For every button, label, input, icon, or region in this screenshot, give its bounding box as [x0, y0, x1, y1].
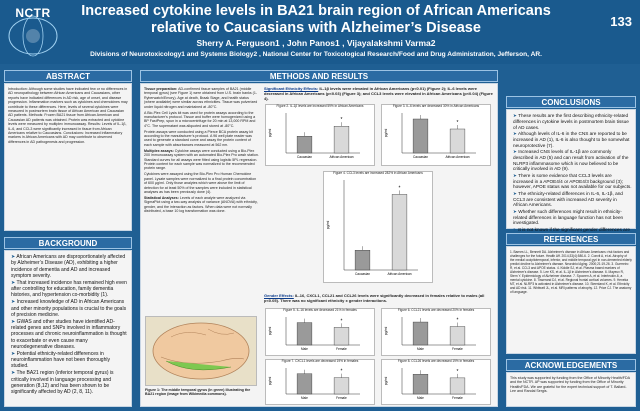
- ethnicity-results-text: Significant Ethnicity Effects: IL-1β levels were elevated in African Americans (p<0.01) (Figure 2); IL-6 levels were decreased in African Americans (p<0.03) (Figure 3); and CCL3 levels were elevated in African Americans (p<0.04) (Figure 4).: [264, 86, 493, 101]
- tick-label: African American: [387, 271, 412, 276]
- tick-label: Caucasian: [354, 271, 371, 276]
- figure-4-chart: [324, 176, 432, 280]
- gender-results-text: Gender Effects: IL-16, CXCL1, CCL21 and CCL26 levels were significantly decreased in females relative to males (all p<0.05). There was no significant ethnicity x gender interactions.: [264, 293, 485, 303]
- y-axis-label: pg/ml: [384, 376, 388, 386]
- figure-4: [323, 171, 433, 283]
- significance-marker: *: [340, 368, 343, 375]
- title-line-2: relative to Caucasians with Alzheimer’s Disease: [151, 20, 481, 36]
- conclusions-list: [510, 113, 632, 244]
- background-item: ➤ African Americans are disproportionately affected by Alzheimer’s Disease (AD), exhibiting a higher incidence of dementia and AD and increased symptom severity.: [11, 254, 126, 279]
- background-item: ➤ That increased incidence has remained high even after controlling for education, family dementia histories, and hypertension co-morbidity (1).: [11, 279, 127, 299]
- figure-8: [381, 359, 491, 405]
- tick-label: Female: [336, 346, 347, 351]
- significance-marker: *: [456, 368, 459, 375]
- poster-number: 133: [610, 14, 632, 29]
- references-panel: [506, 246, 636, 354]
- figure-3-chart: [382, 109, 490, 163]
- acknowledgements-heading: ACKNOWLEDGEMENTS: [506, 359, 636, 371]
- tick-label: African American: [445, 154, 470, 159]
- acknowledgements-panel: [506, 372, 636, 407]
- figure-7-chart: [266, 364, 374, 404]
- abstract-heading: ABSTRACT: [4, 70, 132, 82]
- background-item: ➤ GWAS and other studies have identified AD-related genes and SNPs involved in inflammatory processes and chronic neuroinflammation is thought to exacerbate or even cause many neurodegenerative diseases.: [11, 318, 127, 350]
- significance-marker: *: [340, 318, 343, 325]
- nctr-logo: [6, 6, 60, 58]
- methods-text: Tissue preparation: AD-confirmed tissue samples of BA21 (middle temporal gyrus) (see Figure 1) were obtained from U.S. brain banks (1-Ryberwatch/Emory). Age at death, Braak Stage, and health status (where available) were similar across ethnicities. Tissue was pulverized under liquid nitrogen and maintained at -80°C. A Bio-Plex Cell Lysis kit was used for protein assays according to the manufacturer’s protocol. Tissue and buffer were homogenized using a BP FastPrep, spun in a microcentrifuge for 20 min at 13,000 RPM and 4°C. The supernatant was aliquoted and stored at -80°C. Protein assays were conducted using a Pierce BCA protein assay kit according to the manufacturer’s protocol. A 96 well plate reader was used to generate a standard curve and assay the protein content of each sample with absorbances measured at 562 nm. Multiplex assays: Cytokine assays were conducted using a Bio-Plex 200 immunoassay system with an automated Bio-Plex Pro wash station. Standard curves for all assays were fitted using logistic 5PL regression. Protein content for each sample was normalized to the recommended protein range. Cytokines were assayed using the Bio-Plex Pro Human Chemokine panel. Lysate samples were normalized to a final protein concentration of 600 µg/ml. Only those analytes which were above the limit of detection for at least 50% of the samples were included in statistical analyses as has been previously done (4). Statistical Analyses: Levels of each analyte were analyzed via SigmaPlot using a two-way analysis of variance (ANOVA) with ethnicity, gender, and the interaction as factors. When data were not normally distributed, a base 10 log transformation was done.: [144, 87, 259, 214]
- references-text: 1. Barnes LL, Bennett DA. Alzheimer's disease in African Americans: risk factors and challenges for the future. Health Aff. 2014;33(4):580-6. 2. Convit A, et al. Atrophy of the medial occipitotemporal, inferior, and middle temporal gyri in non-demented elderly predict decline to Alzheimer's disease. Neurobiol Aging. 2000;21:19-26. 3. Guerreiro R, et al. CCL3 and APOE status. 4. Kiddle SJ, et al. Plasma based markers of Alzheimer's disease. 5. Lee KS, et al. IL-1β in Alzheimer's disease. 6. Mayeux R, Stern Y. Epidemiology of Alzheimer disease. 7. Spooren A, et al. Interleukin-6, a mental cytokine. 8. Tisserand DJ, et al. Regional frontal cortical volumes. 9. Heneka MT, et al. NLRP3 is activated in Alzheimer's disease. 10. Steenland K, et al. Ethnicity and AD risk. 11. Whitwell JL, et al. MRI patterns of atrophy. 12. Price CJ. The anatomy of language.: [510, 250, 632, 294]
- bar: [413, 374, 428, 394]
- background-item: ➤ The BA21 region (inferior temporal gyrus) is critically involved in language processing and generation (8,12) and has been shown to be significantly affected by AD (2, 8, 11).: [11, 370, 114, 396]
- bar: [297, 322, 312, 344]
- bar: [450, 326, 465, 344]
- bar: [413, 322, 428, 345]
- conclusions-heading: CONCLUSIONS: [506, 96, 636, 108]
- significance-marker: *: [456, 317, 459, 324]
- conclusion-item: ➤ Increased CNS levels of IL-1β are commonly described in AD (5) and can result from activation of the NLRP3 inflammasome which is now believed to be critically involved in AD (9).: [513, 148, 629, 172]
- figure-2: [265, 104, 375, 166]
- title-line-1: Increased cytokine levels in BA21 brain region of African Americans: [81, 3, 551, 19]
- affiliations: Divisions of Neurotoxicology1 and Systems Biology2 , National Center for Toxicological Research/Food and Drug Administration, Jefferson, AR.: [90, 51, 542, 58]
- y-axis-label: pg/ml: [326, 220, 330, 230]
- bar: [334, 377, 349, 393]
- tick-label: Male: [301, 395, 308, 400]
- background-list: [8, 254, 128, 396]
- bar: [297, 374, 312, 394]
- poster-header: [0, 0, 640, 64]
- figure-5-chart: [266, 313, 374, 355]
- bar: [297, 136, 312, 153]
- logo-text: NCTR: [15, 6, 51, 20]
- figure-1-caption: Figure 1: The middle temporal gyrus (in green) illustrating the BA21 region (image from Wikimedia commons).: [145, 388, 251, 397]
- significance-marker: *: [456, 119, 459, 126]
- tick-label: Female: [336, 395, 347, 400]
- figure-6-chart: [382, 313, 490, 355]
- background-item: ➤ Increased knowledge of AD in African Americans and other minority populations is crucial to the goals of precision medicine.: [11, 299, 127, 318]
- tick-label: African American: [329, 154, 354, 159]
- methods-heading: METHODS AND RESULTS: [140, 70, 498, 82]
- figure-3-title: Figure 3. IL-6 levels are decreased 30% in African Americans: [392, 104, 480, 108]
- bar: [334, 327, 349, 345]
- significance-marker: *: [398, 185, 401, 192]
- authors: Sherry A. Ferguson1 , John Panos1 , Vijayalakshmi Varma2: [196, 38, 436, 48]
- figure-2-chart: [266, 109, 374, 163]
- bar: [355, 250, 370, 270]
- conclusion-item: ➤ Whether such differences might result in ethnicity-related differences in language function has not been investigated.: [513, 208, 624, 226]
- y-axis-label: pg/ml: [268, 326, 272, 336]
- bar: [392, 194, 407, 270]
- conclusion-item: ➤ Although levels of IL-6 in the CNS are reported to be increased in AD (1), IL-6 is also thought to be somewhat neuroprotective (7).: [513, 130, 630, 148]
- background-item: ➤ Potential ethnicity-related differences in neuroinflammation have not been thoroughly studied.: [11, 350, 110, 370]
- brain-illustration: [146, 317, 256, 385]
- tick-label: Male: [301, 346, 308, 351]
- tick-label: Male: [417, 395, 424, 400]
- bar: [450, 129, 465, 153]
- figure-6-title: Figure 6. CCL21 levels are decreased 20% in females: [397, 308, 475, 312]
- figure-7-title: Figure 7. CXCL1 levels are decreased 19% in females: [281, 359, 359, 363]
- figure-7: [265, 359, 375, 405]
- conclusion-item: ➤ It is not known if the significant gender differences are: [513, 226, 630, 232]
- figure-6: [381, 308, 491, 356]
- tick-label: Caucasian: [296, 154, 313, 159]
- y-axis-label: pg/ml: [268, 376, 272, 386]
- figure-8-chart: [382, 364, 490, 404]
- figure-4-title: Figure 4. CCL3 levels are increased 282% in African Americans: [333, 171, 423, 175]
- figure-5: [265, 308, 375, 356]
- significance-marker: *: [340, 116, 343, 123]
- conclusion-item: ➤ The ethnicity-related differences in IL-6, IL-1β, and CCL3 are consistent with increased AD severity in African Americans.: [513, 190, 623, 208]
- poster-title: [66, 3, 566, 37]
- y-axis-label: pg/ml: [268, 128, 272, 138]
- figure-2-title: Figure 2. IL-1β levels are increased 59% in African Americans: [276, 104, 364, 108]
- bar: [413, 119, 428, 153]
- background-panel: [4, 250, 132, 407]
- background-heading: BACKGROUND: [4, 237, 132, 249]
- brain-figure: [145, 316, 257, 386]
- bar: [450, 378, 465, 394]
- abstract-panel: [4, 83, 132, 231]
- conclusion-item: ➤ These results are the first describing ethnicity-related differences in cytokine levels in postmortem brain tissue of AD cases.: [513, 113, 629, 130]
- figure-8-title: Figure 8. CCL26 levels are decreased 19% in females: [397, 359, 475, 363]
- tick-label: Male: [417, 346, 424, 351]
- tick-label: Female: [452, 346, 463, 351]
- methods-panel: [140, 83, 498, 407]
- references-heading: REFERENCES: [506, 233, 636, 245]
- figure-5-title: Figure 5. IL-16 levels are decreased 21% in females: [283, 308, 357, 312]
- tick-label: Female: [452, 395, 463, 400]
- abstract-text: Introduction: Although some studies have indicated few or no differences in AD neuropathology between African Americans and Caucasians, other reports have indicated differences in AD risk, age of onset, and disease progression. Inflammation markers such as cytokines and chemokines may contribute to these differences. Here, levels of several cytokines were measured in postmortem brain tissue of African American and Caucasian AD patients. Methods: Frozen BA21 tissue from African American and Caucasian AD patients was obtained. Protein was extracted and cytokine levels were measured by multiplex immunoassay. Results: Levels of IL-1β, IL-6, and CCL3 were significantly increased in tissue from African Americans relative to Caucasians. Conclusions: Increased inflammatory markers in African Americans with AD may contribute to observed differences in AD pathogenesis and progression.: [8, 87, 128, 144]
- acknowledgements-text: This study was supported by funding from the Office of Minority Health/FDA and the NCTR. AP was supported by funding from the Office of Minority Health/FDA. We are grateful for the expert technical support of T. Ballard-Lee and Randal Sergis.: [510, 376, 630, 394]
- bar: [334, 126, 349, 153]
- figure-3: [381, 104, 491, 166]
- conclusions-panel: [506, 109, 636, 232]
- y-axis-label: pg/ml: [384, 326, 388, 336]
- conclusion-item: ➤ There is some evidence that CCL3 levels are increased in a APOE4/4 or APOE4/3 background (3); however, APOE status was not available for our subjects.: [513, 172, 632, 190]
- y-axis-label: pg/ml: [384, 128, 388, 138]
- tick-label: Caucasian: [412, 154, 429, 159]
